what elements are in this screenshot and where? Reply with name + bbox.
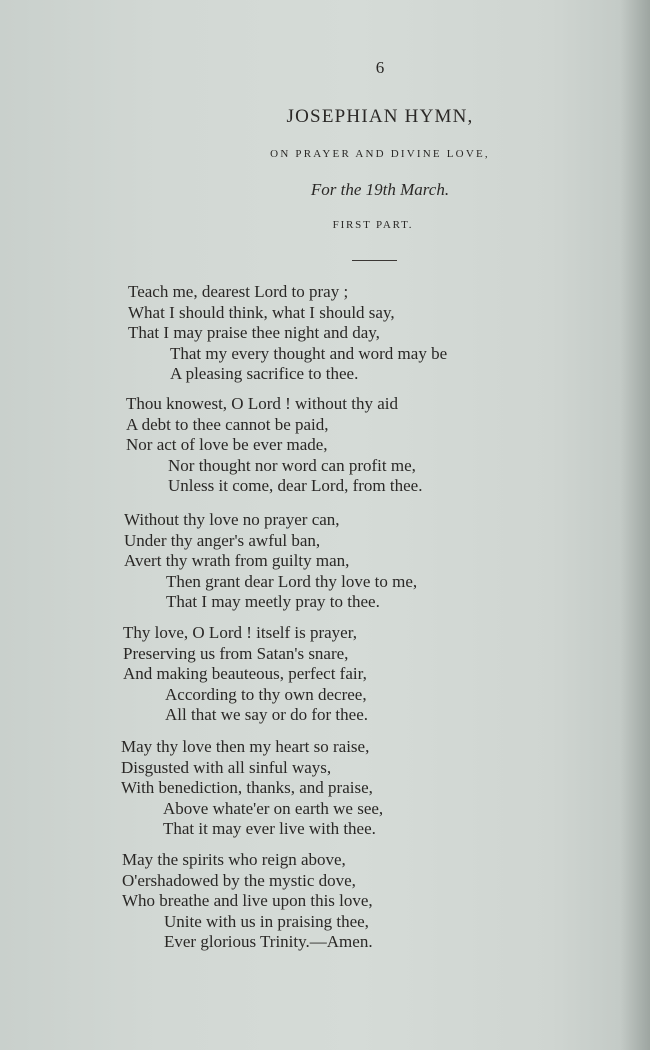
stanza-5 <box>121 737 383 840</box>
verse-line: That I may praise thee night and day, <box>128 323 380 342</box>
verse-line: Without thy love no prayer can, <box>124 510 340 529</box>
verse-line: A debt to thee cannot be paid, <box>126 414 329 434</box>
verse-line: Avert thy wrath from guilty man, <box>124 551 350 570</box>
verse-line: Teach me, dearest Lord to pray ; <box>128 282 349 301</box>
verse-line: With benediction, thanks, and praise, <box>121 778 373 797</box>
verse-line: May the spirits who reign above, <box>122 850 346 869</box>
section-divider <box>352 260 397 261</box>
verse-line: What I should think, what I should say, <box>128 302 395 322</box>
verse-line: And making beauteous, perfect fair, <box>123 664 367 683</box>
stanza-1 <box>128 282 447 385</box>
verse-line: All that we say or do for thee. <box>165 705 368 724</box>
verse-line: Who breathe and live upon this love, <box>122 891 373 910</box>
verse-line: Nor act of love be ever made, <box>126 435 328 454</box>
stanza-6 <box>122 850 373 953</box>
hymn-subtitle: ON PRAYER AND DIVINE LOVE, <box>270 148 490 160</box>
part-heading: FIRST PART. <box>332 219 414 231</box>
verse-line: Unless it come, dear Lord, from thee. <box>168 476 423 495</box>
date-line: For the 19th March. <box>310 180 450 199</box>
verse-line: That it may ever live with thee. <box>163 819 376 838</box>
verse-line: O'ershadowed by the mystic dove, <box>122 870 356 890</box>
verse-line: May thy love then my heart so raise, <box>121 737 370 756</box>
stanza-3 <box>124 510 417 613</box>
verse-line: Ever glorious Trinity.—Amen. <box>164 932 373 951</box>
verse-line: Thou knowest, O Lord ! without thy aid <box>126 394 398 413</box>
verse-line: Disgusted with all sinful ways, <box>121 757 332 777</box>
verse-line: According to thy own decree, <box>165 684 367 704</box>
verse-line: Nor thought nor word can profit me, <box>168 455 416 475</box>
verse-line: A pleasing sacrifice to thee. <box>170 364 359 383</box>
verse-line: Under thy anger's awful ban, <box>124 530 321 550</box>
hymn-title: JOSEPHIAN HYMN, <box>286 106 474 127</box>
verse-line: Unite with us in praising thee, <box>164 911 369 931</box>
verse-line: Above whate'er on earth we see, <box>163 798 384 818</box>
page-number: 6 <box>375 58 385 77</box>
verse-line: That my every thought and word may be <box>170 343 448 363</box>
stanza-4 <box>123 623 368 726</box>
verse-line: That I may meetly pray to thee. <box>166 592 380 611</box>
verse-line: Thy love, O Lord ! itself is prayer, <box>123 623 357 642</box>
verse-line: Then grant dear Lord thy love to me, <box>166 571 418 591</box>
verse-line: Preserving us from Satan's snare, <box>123 643 349 663</box>
stanza-2 <box>126 394 422 497</box>
